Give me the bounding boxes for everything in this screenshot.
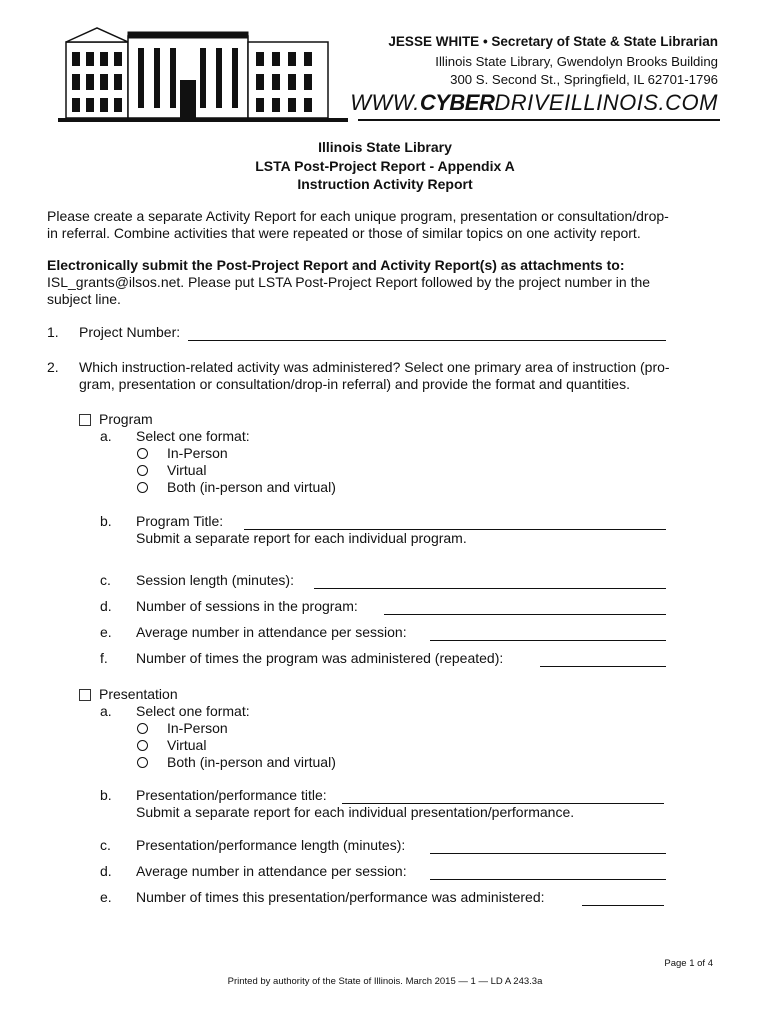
program-title-field[interactable]: [244, 515, 666, 530]
presentation-title-field[interactable]: [342, 789, 664, 804]
program-a-letter: a.: [100, 428, 112, 444]
project-number-label: Project Number:: [79, 324, 181, 340]
presentation-length-field[interactable]: [430, 839, 666, 854]
program-repeated-field[interactable]: [540, 652, 666, 667]
presentation-repeated-field[interactable]: [582, 891, 664, 906]
report-title: Illinois State Library LSTA Post-Project Report - Appendix A Instruction Activity Report: [255, 139, 515, 192]
program-title-note: Submit a separate report for each individual program.: [136, 530, 467, 546]
session-length-field[interactable]: [314, 574, 666, 589]
presentation-in-person-radio[interactable]: [137, 723, 148, 734]
program-in-person-radio[interactable]: [137, 448, 148, 459]
program-c-letter: c.: [100, 572, 111, 588]
session-length-label: Session length (minutes):: [136, 572, 294, 588]
printed-by-footer: Printed by authority of the State of Illinois. March 2015 — 1 — LD A 243.3a: [227, 976, 543, 987]
presentation-title-note: Submit a separate report for each individual presentation/performance.: [136, 804, 575, 820]
q2-number: 2.: [47, 359, 59, 375]
page-number: Page 1 of 4: [664, 958, 713, 969]
program-repeated-label: Number of times the program was administered (repeated):: [136, 650, 504, 666]
sessions-count-label: Number of sessions in the program:: [136, 598, 358, 614]
q1-number: 1.: [47, 324, 59, 340]
state-library-building-logo: [58, 20, 378, 128]
secretary-line: JESSE WHITE • Secretary of State & State Librarian: [388, 34, 718, 49]
q2-question: Which instruction-related activity was administered? Select one primary area of instruction (pro- gram, presentation or consultation/drop-in referral) and provide the format and quantities.: [79, 359, 670, 392]
presentation-a-letter: a.: [100, 703, 112, 719]
presentation-e-letter: e.: [100, 889, 112, 905]
presentation-repeated-label: Number of times this presentation/performance was administered:: [136, 889, 545, 905]
program-label: Program: [99, 411, 153, 427]
program-format-label: Select one format:: [136, 428, 250, 444]
program-f-letter: f.: [100, 650, 108, 666]
program-both-label: Both (in-person and virtual): [167, 479, 336, 495]
program-b-letter: b.: [100, 513, 112, 529]
presentation-attendance-field[interactable]: [430, 865, 666, 880]
presentation-checkbox[interactable]: [79, 689, 91, 701]
website-link[interactable]: WWW.CYBERDRIVEILLINOIS.COM: [350, 90, 718, 115]
presentation-label: Presentation: [99, 686, 178, 702]
presentation-length-label: Presentation/performance length (minutes):: [136, 837, 406, 853]
program-attendance-field[interactable]: [430, 626, 666, 641]
project-number-field[interactable]: [188, 326, 666, 341]
presentation-virtual-label: Virtual: [167, 737, 207, 753]
program-virtual-label: Virtual: [167, 462, 207, 478]
submit-instructions: Electronically submit the Post-Project Report and Activity Report(s) as attachments to: ISL_grants@ilsos.net. Please put LSTA Post-Project Report followed by the project number in the subject line.: [47, 257, 651, 307]
presentation-d-letter: d.: [100, 863, 112, 879]
program-checkbox[interactable]: [79, 414, 91, 426]
library-address: 300 S. Second St., Springfield, IL 62701-1796: [450, 72, 718, 87]
presentation-c-letter: c.: [100, 837, 111, 853]
intro-text: Please create a separate Activity Report for each unique program, presentation or consultation/drop- in referral. Combine activities that were repeated or those of similar topics on one activity report.: [47, 208, 669, 241]
program-virtual-radio[interactable]: [137, 465, 148, 476]
program-in-person-label: In-Person: [167, 445, 228, 461]
presentation-b-letter: b.: [100, 787, 112, 803]
library-name: Illinois State Library, Gwendolyn Brooks Building: [435, 54, 718, 69]
header-rule: [358, 119, 720, 121]
program-title-label: Program Title:: [136, 513, 224, 529]
sessions-count-field[interactable]: [384, 600, 666, 615]
presentation-both-label: Both (in-person and virtual): [167, 754, 336, 770]
program-d-letter: d.: [100, 598, 112, 614]
program-e-letter: e.: [100, 624, 112, 640]
presentation-both-radio[interactable]: [137, 757, 148, 768]
presentation-attendance-label: Average number in attendance per session:: [136, 863, 407, 879]
presentation-title-label: Presentation/performance title:: [136, 787, 327, 803]
presentation-in-person-label: In-Person: [167, 720, 228, 736]
presentation-format-label: Select one format:: [136, 703, 250, 719]
program-attendance-label: Average number in attendance per session:: [136, 624, 407, 640]
presentation-virtual-radio[interactable]: [137, 740, 148, 751]
program-both-radio[interactable]: [137, 482, 148, 493]
